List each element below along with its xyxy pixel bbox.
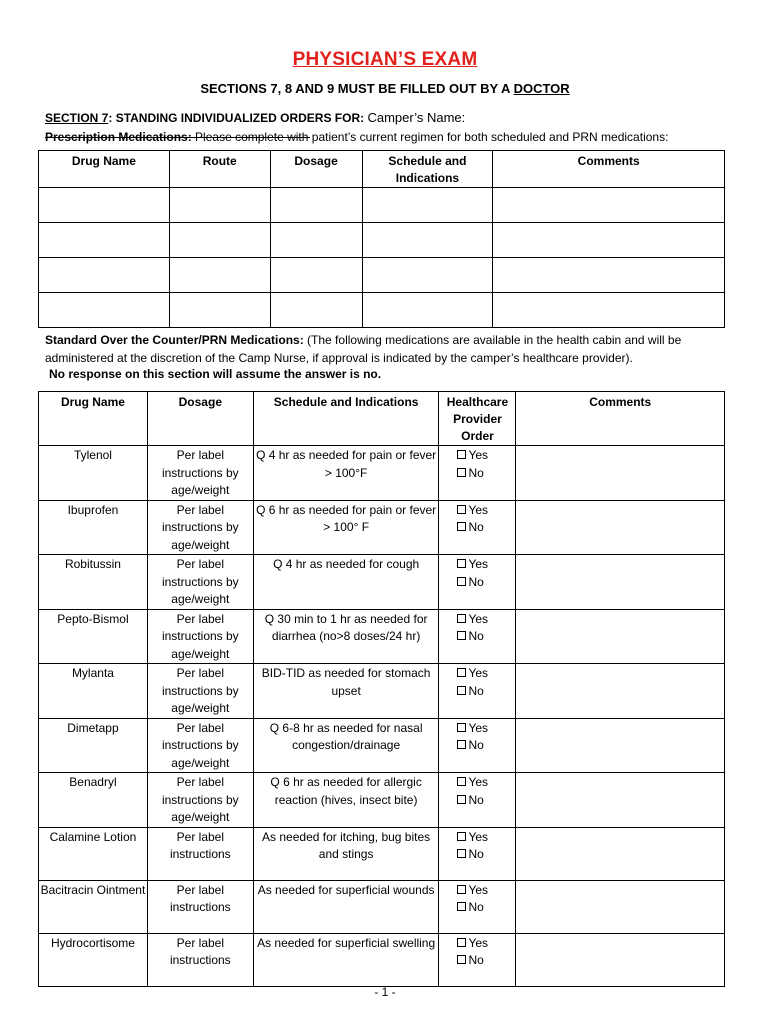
yes-option[interactable]	[439, 447, 515, 465]
rx-row	[39, 188, 725, 223]
otc-drug-name: Robitussin	[39, 555, 148, 610]
rx-cell[interactable]	[270, 188, 362, 223]
otc-provider-order	[439, 500, 516, 555]
rx-cell[interactable]	[39, 223, 170, 258]
yes-label: Yes	[468, 611, 489, 626]
checkbox-icon[interactable]	[457, 885, 466, 894]
rx-cell[interactable]	[169, 293, 270, 328]
rx-cell[interactable]	[270, 258, 362, 293]
otc-schedule: Q 30 min to 1 hr as needed for diarrhea (no>8 doses/24 hr)	[253, 609, 439, 664]
otc-drug-name: Calamine Lotion	[39, 827, 148, 880]
page-subtitle	[0, 81, 770, 96]
no-option[interactable]	[439, 952, 515, 970]
otc-col-provider-order: Healthcare Provider Order	[439, 392, 516, 446]
no-label: No	[468, 738, 484, 752]
no-option[interactable]	[439, 519, 515, 537]
otc-row	[39, 446, 725, 501]
section7-label-suffix: : STANDING INDIVIDUALIZED ORDERS FOR:	[108, 111, 365, 125]
otc-provider-order	[439, 555, 516, 610]
otc-dosage: Per label instructions	[147, 933, 253, 986]
rx-cell[interactable]	[362, 188, 493, 223]
page-number: - 1 -	[374, 985, 396, 999]
rx-col-drug-name: Drug Name	[39, 151, 170, 188]
checkbox-icon[interactable]	[457, 505, 466, 514]
no-label: No	[468, 629, 484, 643]
otc-provider-order	[439, 664, 516, 719]
checkbox-icon[interactable]	[457, 832, 466, 841]
rx-cell[interactable]	[169, 188, 270, 223]
checkbox-icon[interactable]	[457, 902, 466, 911]
otc-row	[39, 555, 725, 610]
prescription-heading: Prescription Medications:	[45, 130, 192, 144]
rx-cell[interactable]	[169, 223, 270, 258]
rx-cell[interactable]	[362, 223, 493, 258]
otc-schedule: Q 6 hr as needed for allergic reaction (hives, insect bite)	[253, 773, 439, 828]
rx-row	[39, 223, 725, 258]
yes-option[interactable]	[439, 665, 515, 683]
rx-row	[39, 258, 725, 293]
no-label: No	[468, 520, 484, 534]
otc-heading: Standard Over the Counter/PRN Medications:	[45, 333, 304, 347]
no-option[interactable]	[439, 628, 515, 646]
yes-option[interactable]	[439, 935, 515, 953]
rx-cell[interactable]	[169, 258, 270, 293]
no-option[interactable]	[439, 846, 515, 864]
yes-label: Yes	[468, 720, 489, 735]
yes-label: Yes	[468, 935, 489, 950]
otc-dosage: Per label instructions by age/weight	[147, 555, 253, 610]
yes-label: Yes	[468, 502, 489, 517]
checkbox-icon[interactable]	[457, 559, 466, 568]
yes-option[interactable]	[439, 882, 515, 900]
otc-schedule: Q 6-8 hr as needed for nasal congestion/drainage	[253, 718, 439, 773]
checkbox-icon[interactable]	[457, 777, 466, 786]
yes-option[interactable]	[439, 556, 515, 574]
section7-label: SECTION 7	[45, 111, 109, 125]
camper-name-label: Camper’s Name:	[367, 110, 466, 125]
otc-comments-cell[interactable]	[516, 664, 725, 719]
otc-provider-order	[439, 718, 516, 773]
subtitle-underlined: DOCTOR	[513, 81, 570, 96]
no-option[interactable]	[439, 737, 515, 755]
otc-note: No response on this section will assume the answer is no.	[49, 367, 382, 381]
no-label: No	[468, 847, 484, 861]
no-label: No	[468, 683, 484, 698]
otc-schedule: Q 4 hr as needed for pain or fever > 100°F	[253, 446, 439, 501]
checkbox-icon[interactable]	[457, 849, 466, 858]
rx-cell[interactable]	[493, 188, 725, 223]
otc-row	[39, 718, 725, 773]
otc-comments-cell[interactable]	[516, 609, 725, 664]
otc-dosage: Per label instructions by age/weight	[147, 446, 253, 501]
otc-drug-name: Tylenol	[39, 446, 148, 501]
otc-description: (The following medications are available in the health cabin and will be administered at the discretion of the Camp Nurse, if approval is indicated by the camper’s healthcare provider).	[45, 333, 682, 365]
prescription-instruction: Please complete with patient’s current regimen for both scheduled and PRN medications:	[195, 130, 669, 144]
no-option[interactable]	[439, 465, 515, 483]
rx-cell[interactable]	[362, 293, 493, 328]
otc-row	[39, 664, 725, 719]
no-option[interactable]	[439, 792, 515, 810]
otc-dosage: Per label instructions by age/weight	[147, 718, 253, 773]
no-label: No	[468, 574, 484, 589]
rx-col-schedule: Schedule and Indications	[362, 151, 493, 188]
yes-option[interactable]	[439, 502, 515, 520]
checkbox-icon[interactable]	[457, 938, 466, 947]
otc-col-comments: Comments	[516, 392, 725, 446]
yes-option[interactable]	[439, 611, 515, 629]
otc-schedule: Q 4 hr as needed for cough	[253, 555, 439, 610]
checkbox-icon[interactable]	[457, 522, 466, 531]
otc-comments-cell[interactable]	[516, 880, 725, 933]
no-label: No	[468, 900, 484, 914]
otc-schedule: Q 6 hr as needed for pain or fever > 100° F	[253, 500, 439, 555]
yes-label: Yes	[468, 448, 489, 462]
no-label: No	[468, 465, 484, 480]
no-label: No	[468, 792, 484, 807]
otc-drug-name: Pepto-Bismol	[39, 609, 148, 664]
checkbox-icon[interactable]	[457, 577, 466, 586]
checkbox-icon[interactable]	[457, 795, 466, 804]
otc-schedule: As needed for superficial swelling	[253, 933, 439, 986]
otc-dosage: Per label instructions by age/weight	[147, 773, 253, 828]
otc-provider-order	[439, 446, 516, 501]
otc-comments-cell[interactable]	[516, 827, 725, 880]
rx-cell[interactable]	[270, 293, 362, 328]
yes-option[interactable]	[439, 774, 515, 792]
otc-col-schedule: Schedule and Indications	[253, 392, 439, 446]
otc-comments-cell[interactable]	[516, 773, 725, 828]
checkbox-icon[interactable]	[457, 740, 466, 749]
otc-row	[39, 933, 725, 986]
otc-col-dosage: Dosage	[147, 392, 253, 446]
yes-option[interactable]	[439, 829, 515, 847]
otc-table	[38, 391, 725, 987]
otc-schedule: As needed for itching, bug bites and stings	[253, 827, 439, 880]
rx-cell[interactable]	[39, 188, 170, 223]
checkbox-icon[interactable]	[457, 686, 466, 695]
otc-comments-cell[interactable]	[516, 555, 725, 610]
otc-row	[39, 500, 725, 555]
otc-dosage: Per label instructions	[147, 880, 253, 933]
no-option[interactable]	[439, 683, 515, 701]
no-option[interactable]	[439, 574, 515, 592]
rx-cell[interactable]	[493, 223, 725, 258]
no-option[interactable]	[439, 899, 515, 917]
page-title: PHYSICIAN’S EXAM	[292, 49, 478, 70]
otc-dosage: Per label instructions by age/weight	[147, 609, 253, 664]
yes-label: Yes	[468, 557, 489, 571]
otc-comments-cell[interactable]	[516, 718, 725, 773]
otc-dosage: Per label instructions by age/weight	[147, 500, 253, 555]
otc-dosage: Per label instructions	[147, 827, 253, 880]
rx-row	[39, 293, 725, 328]
rx-cell[interactable]	[270, 223, 362, 258]
no-label: No	[468, 953, 484, 967]
yes-option[interactable]	[439, 720, 515, 738]
checkbox-icon[interactable]	[457, 955, 466, 964]
prescription-note	[45, 130, 735, 144]
prescription-table	[38, 150, 725, 328]
yes-label: Yes	[468, 666, 489, 680]
checkbox-icon[interactable]	[457, 468, 466, 477]
otc-schedule: As needed for superficial wounds	[253, 880, 439, 933]
otc-comments-cell[interactable]	[516, 933, 725, 986]
rx-cell[interactable]	[39, 258, 170, 293]
rx-col-comments: Comments	[493, 151, 725, 188]
otc-provider-order	[439, 880, 516, 933]
rx-cell[interactable]	[362, 258, 493, 293]
rx-cell[interactable]	[493, 293, 725, 328]
otc-provider-order	[439, 933, 516, 986]
yes-label: Yes	[468, 829, 489, 844]
otc-row	[39, 609, 725, 664]
otc-row	[39, 880, 725, 933]
otc-comments-cell[interactable]	[516, 500, 725, 555]
otc-schedule: BID-TID as needed for stomach upset	[253, 664, 439, 719]
otc-row	[39, 773, 725, 828]
otc-drug-name: Benadryl	[39, 773, 148, 828]
subtitle-prefix: SECTIONS 7, 8 AND 9 MUST BE FILLED OUT BY A	[200, 81, 510, 96]
otc-drug-name: Hydrocortisome	[39, 933, 148, 986]
checkbox-icon[interactable]	[457, 614, 466, 623]
otc-intro	[45, 332, 725, 367]
otc-drug-name: Dimetapp	[39, 718, 148, 773]
yes-label: Yes	[468, 775, 489, 789]
otc-provider-order	[439, 827, 516, 880]
otc-provider-order	[439, 609, 516, 664]
checkbox-icon[interactable]	[457, 631, 466, 640]
checkbox-icon[interactable]	[457, 668, 466, 677]
yes-label: Yes	[468, 882, 489, 897]
checkbox-icon[interactable]	[457, 723, 466, 732]
otc-comments-cell[interactable]	[516, 446, 725, 501]
rx-cell[interactable]	[493, 258, 725, 293]
checkbox-icon[interactable]	[457, 450, 466, 459]
rx-col-dosage: Dosage	[270, 151, 362, 188]
otc-col-drug-name: Drug Name	[39, 392, 148, 446]
otc-drug-name: Mylanta	[39, 664, 148, 719]
otc-drug-name: Ibuprofen	[39, 500, 148, 555]
rx-cell[interactable]	[39, 293, 170, 328]
otc-dosage: Per label instructions by age/weight	[147, 664, 253, 719]
otc-drug-name: Bacitracin Ointment	[39, 880, 148, 933]
rx-col-route: Route	[169, 151, 270, 188]
otc-row	[39, 827, 725, 880]
otc-provider-order	[439, 773, 516, 828]
